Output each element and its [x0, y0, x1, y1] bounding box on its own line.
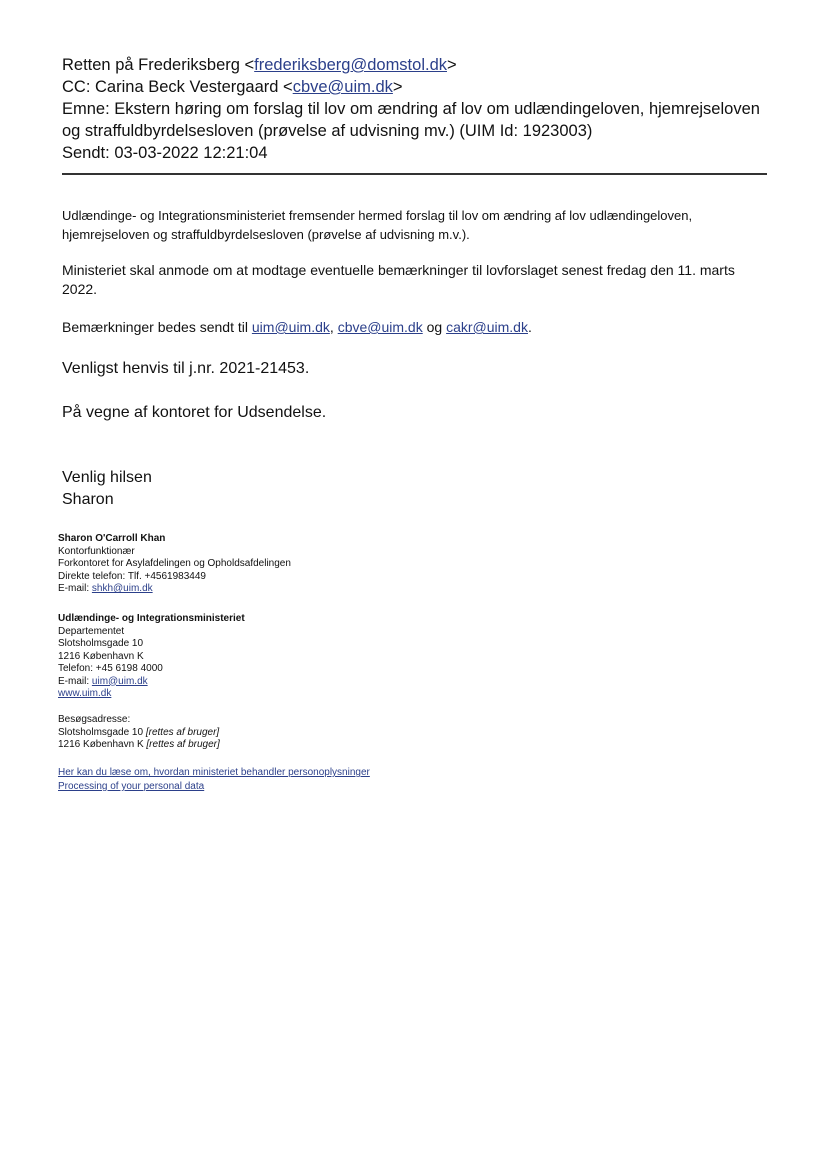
- from-line: Retten på Frederiksberg <frederiksberg@domstol.dk>: [62, 56, 457, 74]
- signature-person: [58, 533, 478, 596]
- ministry-city: 1216 København K: [58, 650, 144, 662]
- ministry-street: Slotsholmsgade 10: [58, 638, 144, 649]
- signature-title: Kontorfunktionær: [58, 545, 135, 557]
- from-name: Retten på Frederiksberg: [62, 56, 240, 74]
- recipient-email-cbve[interactable]: cbve@uim.dk: [337, 319, 423, 335]
- signature-email-label: E-mail:: [58, 583, 90, 594]
- ministry-phone: Telefon: +45 6198 4000: [58, 663, 163, 674]
- body-paragraph-deadline: Ministeriet skal anmode om at modtage eventuelle bemærkninger til lovforslaget senest fredag den 11. marts 2022.: [62, 262, 735, 297]
- subject-text: Ekstern høring om forslag til lov om ændring af lov om udlændingeloven, hjemrejseloven og straffuldbyrdelsesloven (prøvelse af udvisning mv.) (UIM Id: 1923003): [62, 100, 760, 140]
- ministry-website-link[interactable]: www.uim.dk: [58, 688, 112, 699]
- subject-label: Emne:: [62, 100, 110, 118]
- sent-line: [62, 142, 774, 164]
- privacy-link-english[interactable]: Processing of your personal data: [58, 781, 205, 792]
- closing-name: Sharon: [62, 491, 114, 508]
- ministry-department: Departementet: [58, 625, 125, 637]
- header-divider: [62, 173, 767, 175]
- ministry-email-line: [58, 676, 478, 689]
- ministry-name: Udlændinge- og Integrationsministeriet: [58, 613, 245, 624]
- sent-label: Sendt:: [62, 144, 110, 162]
- visit-city-line: [58, 739, 478, 752]
- visit-city: 1216 København K: [58, 739, 144, 750]
- visit-street-line: [58, 727, 478, 740]
- signature-name: Sharon O'Carroll Khan: [58, 533, 166, 544]
- email-header: [62, 54, 774, 164]
- body-paragraph-reference: Venligst henvis til j.nr. 2021-21453.: [62, 360, 310, 377]
- recipients-prefix: Bemærkninger bedes sendt til: [62, 319, 248, 335]
- body-paragraph-recipients: Bemærkninger bedes sendt til uim@uim.dk, cbve@uim.dk og cakr@uim.dk.: [62, 319, 532, 335]
- signature-office: Forkontoret for Asylafdelingen og Opholdsafdelingen: [58, 558, 291, 569]
- sent-timestamp: 03-03-2022 12:21:04: [114, 144, 268, 162]
- recipient-email-uim[interactable]: uim@uim.dk: [251, 319, 330, 335]
- ministry-email-label: E-mail:: [58, 675, 90, 687]
- privacy-links: [58, 766, 478, 794]
- closing-greeting: Venlig hilsen: [62, 469, 152, 486]
- cc-line: CC: Carina Beck Vestergaard <cbve@uim.dk>: [62, 78, 403, 96]
- visit-street-note: [rettes af bruger]: [145, 726, 220, 738]
- privacy-link-danish[interactable]: Her kan du læse om, hvordan ministeriet behandler personoplysninger: [58, 767, 370, 778]
- recipient-email-cakr[interactable]: cakr@uim.dk: [446, 319, 528, 335]
- cc-name: Carina Beck Vestergaard: [95, 78, 279, 96]
- signature-ministry: [58, 613, 478, 701]
- body-paragraph-on-behalf: På vegne af kontoret for Udsendelse.: [62, 404, 327, 421]
- from-email-link[interactable]: frederiksberg@domstol.dk: [254, 56, 447, 74]
- closing-block: [62, 467, 762, 511]
- signature-email-link[interactable]: shkh@uim.dk: [91, 583, 153, 594]
- visit-city-note: [rettes af bruger]: [146, 739, 220, 750]
- visit-street: Slotsholmsgade 10: [58, 726, 144, 738]
- cc-email-link[interactable]: cbve@uim.dk: [292, 78, 393, 96]
- recipients-and: og: [426, 319, 443, 335]
- signature-phone: Direkte telefon: Tlf. +4561983449: [58, 570, 206, 582]
- cc-label: CC:: [62, 78, 91, 96]
- visit-address: [58, 714, 478, 752]
- visit-address-label: Besøgsadresse:: [58, 714, 131, 725]
- subject-line: [62, 98, 774, 142]
- ministry-email-link[interactable]: uim@uim.dk: [91, 675, 148, 687]
- body-paragraph-intro: Udlændinge- og Integrationsministeriet fremsender hermed forslag til lov om ændring af lov udlændingeloven, hjemrejseloven og straffuldbyrdelsesloven (prøvelse af udvisning m.v.).: [62, 208, 693, 242]
- signature-email-line: [58, 583, 478, 596]
